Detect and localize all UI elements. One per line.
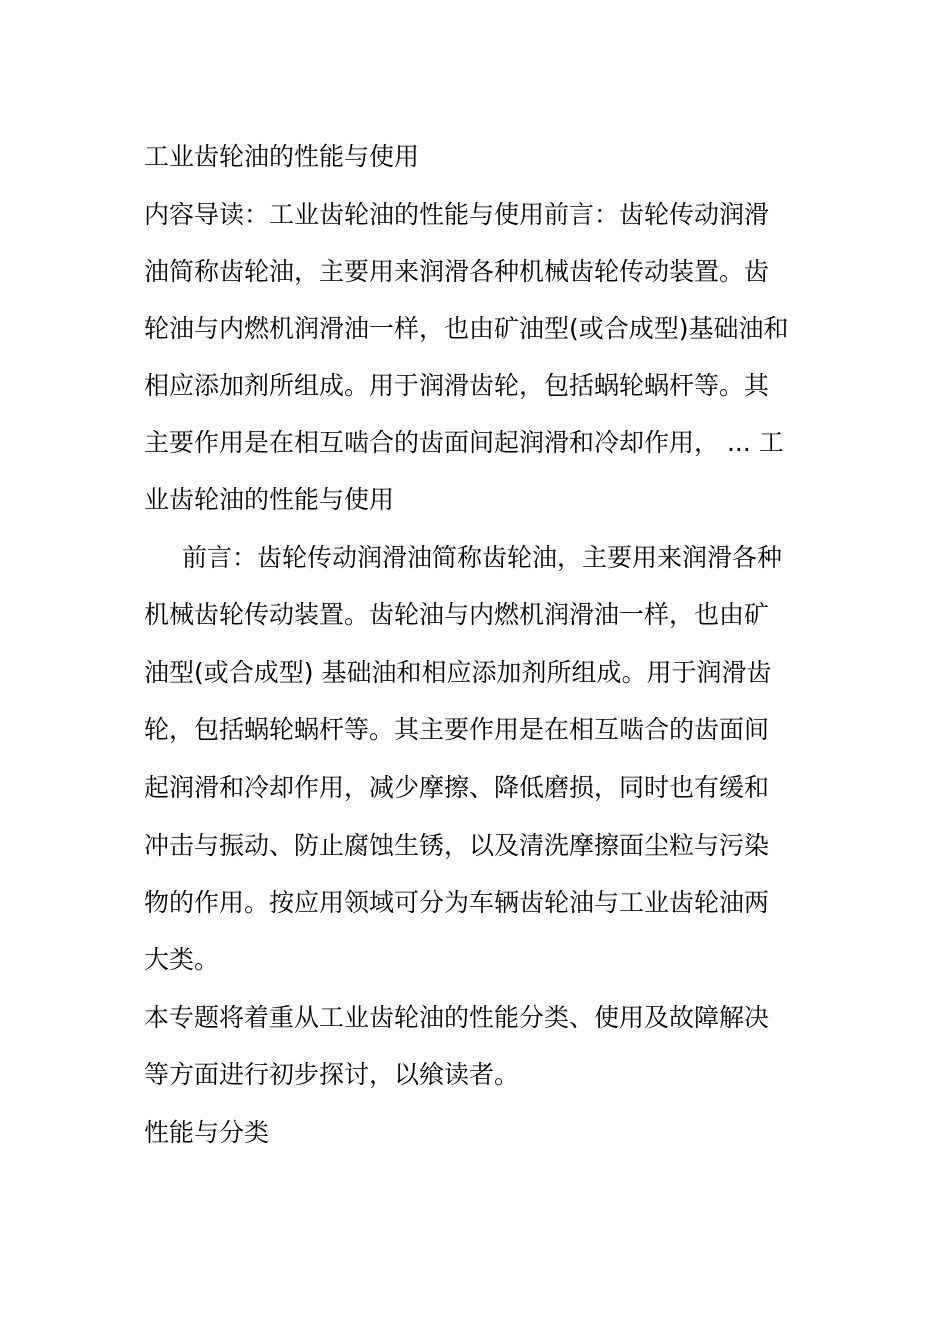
text-line: 起润滑和冷却作用，减少摩擦、降低磨损，同时也有缓和 bbox=[144, 773, 770, 802]
text-line: 业齿轮油的性能与使用 bbox=[144, 485, 395, 514]
text-line: 油型(或合成型) 基础油和相应添加剂所组成。用于润滑齿 bbox=[144, 658, 772, 687]
document-title: 工业齿轮油的性能与使用 bbox=[144, 142, 420, 171]
text-line: 相应添加剂所组成。用于润滑齿轮，包括蜗轮蜗杆等。其 bbox=[144, 371, 770, 400]
text-line: 主要作用是在相互啮合的齿面间起润滑和冷却作用， ... 工 bbox=[144, 428, 784, 457]
section-heading: 性能与分类 bbox=[144, 1118, 270, 1147]
text-line: 本专题将着重从工业齿轮油的性能分类、使用及故障解决 bbox=[144, 1003, 770, 1032]
text-line: 内容导读：工业齿轮油的性能与使用前言：齿轮传动润滑 bbox=[144, 200, 770, 229]
text-line: 油简称齿轮油，主要用来润滑各种机械齿轮传动装置。齿 bbox=[144, 257, 770, 286]
text-line: 前言：齿轮传动润滑油简称齿轮油，主要用来润滑各种 bbox=[182, 543, 783, 572]
text-line: 轮，包括蜗轮蜗杆等。其主要作用是在相互啮合的齿面间 bbox=[144, 715, 770, 744]
text-line: 物的作用。按应用领域可分为车辆齿轮油与工业齿轮油两 bbox=[144, 888, 770, 917]
text-line: 轮油与内燃机润滑油一样，也由矿油型(或合成型)基础油和 bbox=[144, 314, 789, 343]
text-line: 等方面进行初步探讨，以飨读者。 bbox=[144, 1060, 520, 1089]
text-line: 冲击与振动、防止腐蚀生锈，以及清洗摩擦面尘粒与污染 bbox=[144, 831, 770, 860]
text-line: 大类。 bbox=[144, 945, 220, 974]
text-line: 机械齿轮传动装置。齿轮油与内燃机润滑油一样，也由矿 bbox=[144, 600, 770, 629]
